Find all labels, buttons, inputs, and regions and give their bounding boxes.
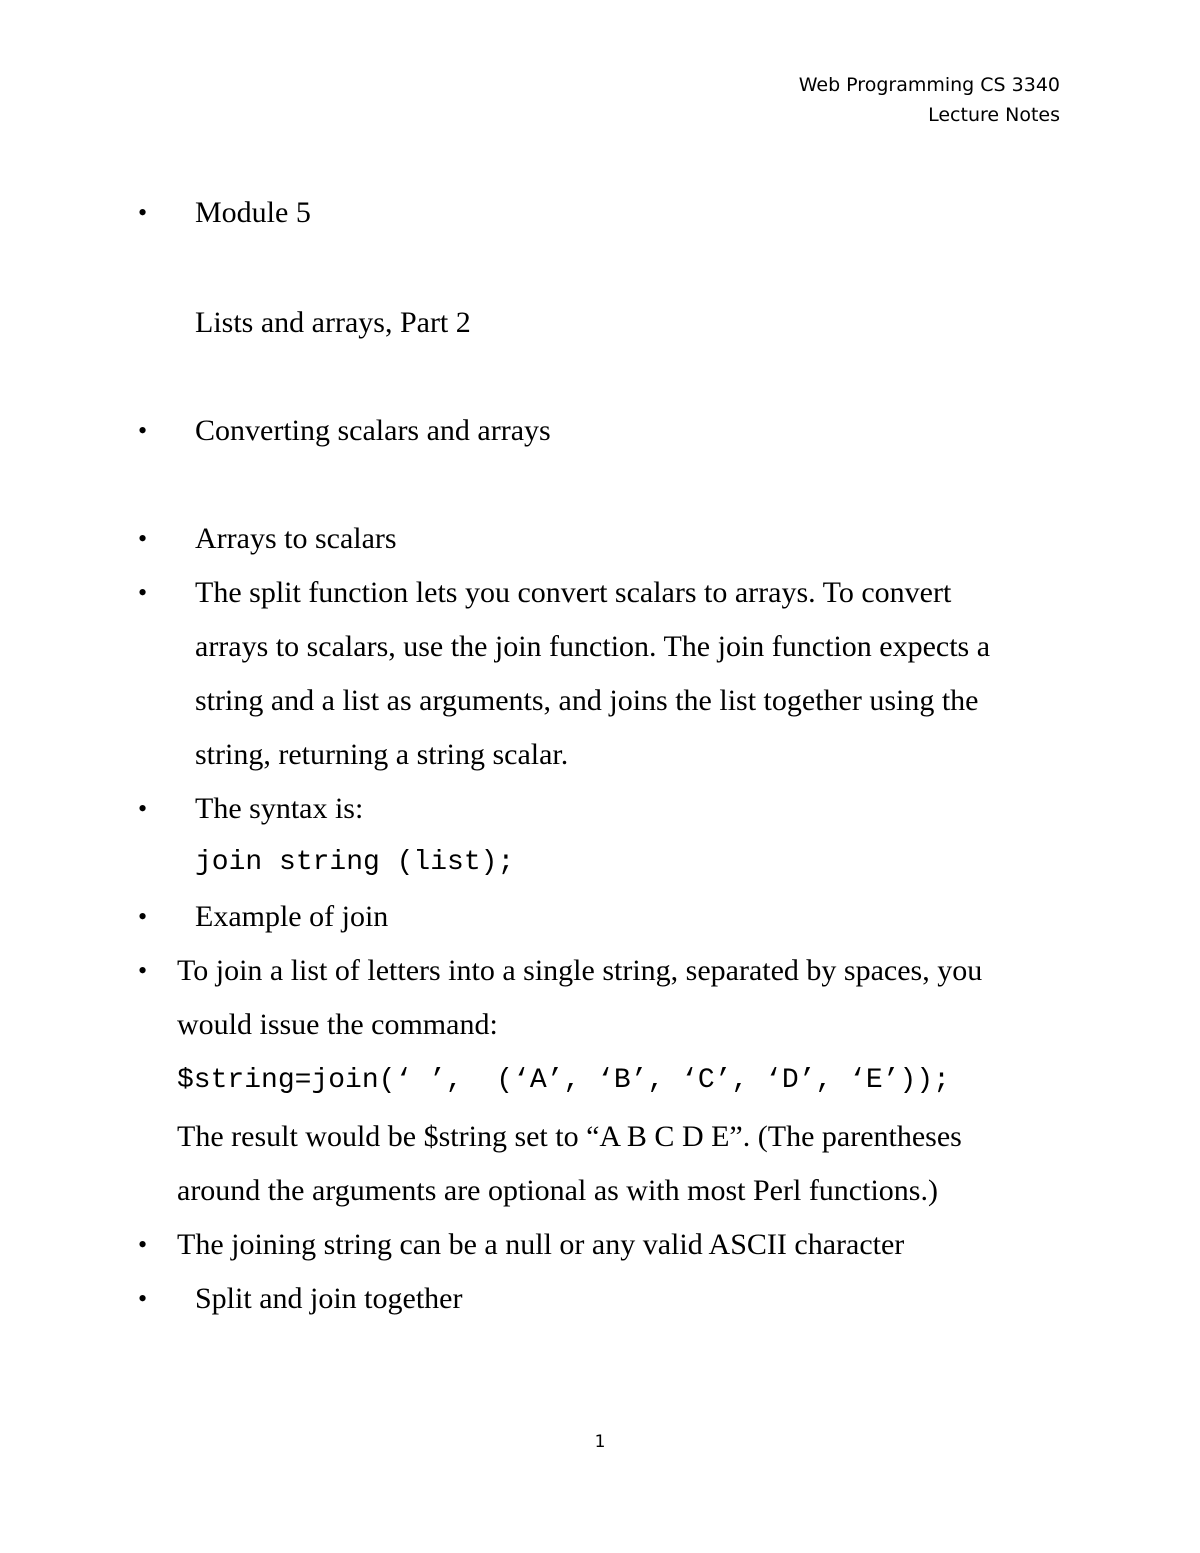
topic-title: Lists and arrays, Part 2 (195, 306, 471, 339)
module-title: Module 5 (195, 196, 311, 229)
bullet-icon: • (138, 1284, 148, 1313)
arrays-to-scalars-heading: Arrays to scalars (195, 522, 397, 555)
split-join-heading: Split and join together (195, 1282, 463, 1315)
joining-string-item: The joining string can be a null or any valid ASCII character (177, 1228, 905, 1261)
bullet-icon: • (138, 902, 148, 931)
page-header (799, 70, 1060, 130)
page-number: 1 (594, 1432, 606, 1452)
result-paragraph-line: around the arguments are optional as with most Perl functions.) (177, 1174, 938, 1207)
header-course-title: Web Programming CS 3340 (798, 74, 1060, 96)
bullet-icon: • (138, 416, 148, 445)
result-paragraph-line: The result would be $string set to “A B C D E”. (The parentheses (177, 1120, 962, 1153)
split-paragraph-line: arrays to scalars, use the join function. The join function expects a (195, 630, 991, 663)
split-paragraph-line: string, returning a string scalar. (195, 738, 569, 771)
split-paragraph-line: string and a list as arguments, and joins the list together using the (195, 684, 979, 717)
bullet-icon: • (138, 1230, 148, 1259)
join-paragraph-line: would issue the command: (177, 1008, 498, 1041)
bullet-icon: • (138, 956, 148, 985)
example-code: $string=join(‘ ’, (‘A’, ‘B’, ‘C’, ‘D’, ‘E’)); (177, 1065, 950, 1096)
bullet-icon: • (138, 524, 148, 553)
syntax-label: The syntax is: (195, 792, 364, 825)
split-paragraph-line: The split function lets you convert scalars to arrays. To convert (195, 576, 952, 609)
join-paragraph-line: To join a list of letters into a single string, separated by spaces, you (177, 954, 983, 987)
syntax-code: join string (list); (195, 847, 515, 878)
bullet-icon: • (138, 578, 148, 607)
converting-heading: Converting scalars and arrays (195, 414, 551, 447)
bullet-icon: • (138, 794, 148, 823)
bullet-icon: • (138, 198, 148, 227)
example-label: Example of join (195, 900, 389, 933)
header-subtitle: Lecture Notes (928, 104, 1060, 126)
